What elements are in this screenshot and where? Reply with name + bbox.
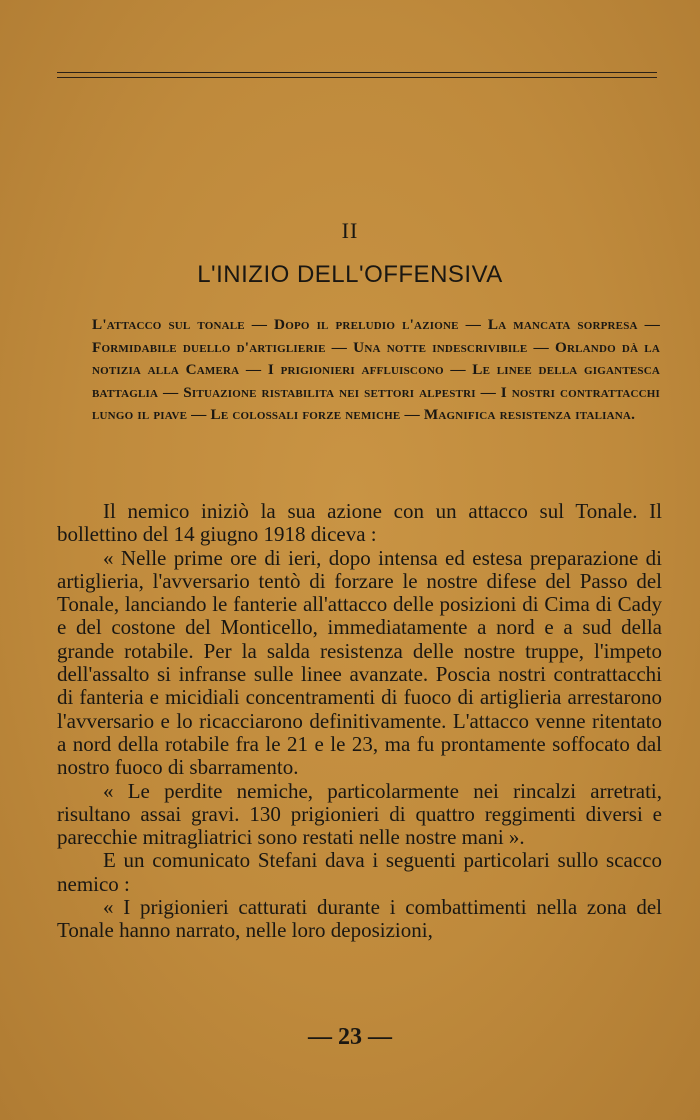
paragraph: « I prigionieri catturati durante i combattimenti nella zona del Tonale hanno narrato, nelle loro deposizioni, — [57, 895, 662, 943]
chapter-summary: L'attacco sul tonale — Dopo il preludio l'azione — La mancata sorpresa — Formidabile duello d'artiglierie — Una notte indescrivibile — Orlando dà la notizia alla Camera — I prigionieri affluiscono — Le linee della gigantesca battaglia — Situazione ristabilita nei settori alpestri — I nostri contrattacchi lungo il piave — Le colossali forze nemiche — Magnifica resistenza italiana. — [92, 316, 660, 423]
page-number: — 23 — — [308, 1024, 392, 1050]
paragraph: « Nelle prime ore di ieri, dopo intensa ed estesa preparazione di artiglieria, l'avversario tentò di forzare le nostre difese del Passo del Tonale, lanciando le fanterie all'attacco delle posizioni di Cima di Cady e del costone del Monticello, immediatamente a nord e a sud della grande rotabile. Per la salda resistenza delle nostre truppe, l'impeto dell'assalto si infranse sulle linee avanzate. Poscia nostri contrattacchi di fanteria e micidiali concentramenti di fuoco di artiglieria arrestarono l'avversario e lo ricacciarono definitivamente. L'attacco venne ritentato a nord della rotabile fra le 21 e le 23, ma fu prontamente soffocato dal nostro fuoco di sbarramento. — [57, 545, 662, 780]
top-rule — [57, 72, 657, 73]
chapter-title: L'INIZIO DELL'OFFENSIVA — [197, 261, 503, 288]
chapter-number: II — [341, 218, 359, 243]
top-rule-double — [57, 77, 657, 78]
body-text — [57, 500, 662, 943]
paragraph: « Le perdite nemiche, particolarmente nei rincalzi arretrati, risultano assai gravi. 130 prigionieri di quattro reggimenti diversi e parecchie mitragliatrici sono restati nelle nostre mani ». — [57, 778, 662, 850]
paragraph: E un comunicato Stefani dava i seguenti particolari sullo scacco nemico : — [57, 848, 662, 896]
paragraph: Il nemico iniziò la sua azione con un attacco sul Tonale. Il bollettino del 14 giugno 1918 diceva : — [57, 499, 662, 547]
